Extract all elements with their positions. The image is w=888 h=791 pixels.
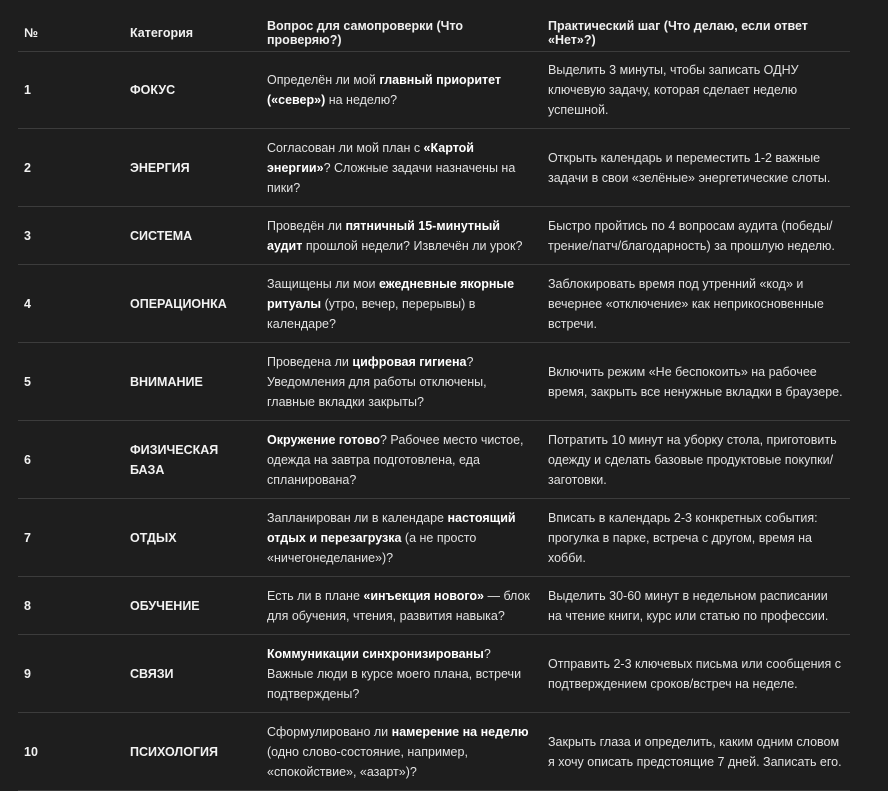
row-action: Выделить 3 минуты, чтобы записать ОДНУ ключевую задачу, которая сделает неделю успешной.: [542, 52, 850, 129]
row-question: [261, 499, 542, 577]
row-number: 5: [18, 343, 124, 421]
question-text: Согласован ли мой план с: [267, 140, 424, 155]
row-category: ОТДЫХ: [124, 499, 261, 577]
question-text: Проведён ли: [267, 218, 346, 233]
row-question: [261, 52, 542, 129]
question-emphasis: намерение на неделю: [391, 724, 529, 739]
table-header: [18, 14, 850, 52]
row-number: 9: [18, 635, 124, 713]
header-action: Практический шаг (Что делаю, если ответ «Нет»?): [542, 14, 850, 52]
question-emphasis: главный приоритет («север»): [267, 73, 502, 107]
row-action: Быстро пройтись по 4 вопросам аудита (победы/трение/патч/благодарность) за прошлую неделю.: [542, 207, 850, 265]
row-category: ОПЕРАЦИОНКА: [124, 265, 261, 343]
question-text: Определён ли мой: [267, 73, 380, 87]
row-number: 1: [18, 52, 124, 129]
table-row: [18, 129, 850, 207]
header-category: Категория: [124, 14, 261, 52]
row-action: Вписать в календарь 2-3 конкретных события: прогулка в парке, встреча с другом, время на хобби.: [542, 499, 850, 577]
row-number: 6: [18, 421, 124, 499]
row-action: Заблокировать время под утренний «код» и вечернее «отключение» как неприкосновенные встречи.: [542, 265, 850, 343]
row-category: СИСТЕМА: [124, 207, 261, 265]
question-text: (одно слово-состояние, например, «спокойствие», «азарт»)?: [267, 744, 468, 779]
header-row: [18, 14, 850, 52]
row-question: [261, 421, 542, 499]
row-action: Отправить 2-3 ключевых письма или сообщения с подтверждением сроков/встреч на неделе.: [542, 635, 850, 713]
question-text: прошлой недели? Извлечён ли урок?: [302, 238, 523, 253]
table-row: [18, 713, 850, 791]
row-question: [261, 129, 542, 207]
row-action: Потратить 10 минут на уборку стола, приготовить одежду и сделать базовые продуктовые покупки/заготовки.: [542, 421, 850, 499]
question-emphasis: пятничный 15-минутный аудит: [267, 218, 500, 253]
row-action: Открыть календарь и переместить 1-2 важные задачи в свои «зелёные» энергетические слоты.: [542, 129, 850, 207]
question-text: Проведена ли: [267, 354, 353, 369]
question-text: — блок для обучения, чтения, развития навыка?: [267, 588, 530, 623]
question-text: Запланирован ли в календаре: [267, 510, 448, 525]
row-number: 8: [18, 577, 124, 635]
question-text: ? Уведомления для работы отключены, главные вкладки закрыты?: [267, 354, 487, 409]
question-emphasis: Окружение готово: [267, 432, 380, 447]
table-row: [18, 207, 850, 265]
row-number: 3: [18, 207, 124, 265]
row-category: СВЯЗИ: [124, 635, 261, 713]
table-row: [18, 635, 850, 713]
row-number: 10: [18, 713, 124, 791]
row-action: Закрыть глаза и определить, каким одним словом я хочу описать предстоящие 7 дней. Записать его.: [542, 713, 850, 791]
row-category: ФОКУС: [124, 52, 261, 129]
row-number: 2: [18, 129, 124, 207]
row-number: 7: [18, 499, 124, 577]
row-number: 4: [18, 265, 124, 343]
table-row: [18, 343, 850, 421]
question-text: ? Сложные задачи назначены на пики?: [267, 160, 516, 195]
row-category: ВНИМАНИЕ: [124, 343, 261, 421]
question-text: Защищены ли мои: [267, 276, 379, 291]
question-emphasis: настоящий отдых и перезагрузка: [267, 510, 516, 545]
table-body: [18, 52, 850, 791]
question-text: на неделю?: [325, 93, 398, 107]
question-emphasis: Коммуникации синхронизированы: [267, 646, 484, 661]
header-number: №: [18, 14, 124, 52]
question-emphasis: «инъекция нового»: [363, 588, 484, 603]
question-text: (а не просто «ничегонеделание»)?: [267, 530, 477, 565]
table-row: [18, 421, 850, 499]
header-question: Вопрос для самопроверки (Что проверяю?): [261, 14, 542, 52]
question-text: (утро, вечер, перерывы) в календаре?: [267, 296, 476, 331]
weekly-checklist-table: [18, 14, 850, 791]
row-action: Выделить 30-60 минут в недельном расписании на чтение книги, курс или статью по профессии.: [542, 577, 850, 635]
table-row: [18, 499, 850, 577]
row-question: [261, 265, 542, 343]
question-text: ? Рабочее место чистое, одежда на завтра подготовлена, еда спланирована?: [267, 432, 524, 487]
row-category: ФИЗИЧЕСКАЯ БАЗА: [124, 421, 261, 499]
question-text: Сформулировано ли: [267, 724, 392, 739]
row-question: [261, 207, 542, 265]
question-emphasis: ежедневные якорные ритуалы: [267, 276, 515, 311]
row-question: [261, 713, 542, 791]
table-row: [18, 52, 850, 129]
row-category: ПСИХОЛОГИЯ: [124, 713, 261, 791]
question-emphasis: «Картой энергии»: [267, 140, 474, 175]
table-row: [18, 577, 850, 635]
row-question: [261, 635, 542, 713]
question-text: Есть ли в плане: [267, 588, 364, 603]
question-text: ? Важные люди в курсе моего плана, встречи подтверждены?: [267, 646, 522, 701]
row-action: Включить режим «Не беспокоить» на рабочее время, закрыть все ненужные вкладки в браузере.: [542, 343, 850, 421]
row-category: ЭНЕРГИЯ: [124, 129, 261, 207]
row-question: [261, 343, 542, 421]
table-row: [18, 265, 850, 343]
question-emphasis: цифровая гигиена: [352, 354, 467, 369]
row-question: [261, 577, 542, 635]
row-category: ОБУЧЕНИЕ: [124, 577, 261, 635]
